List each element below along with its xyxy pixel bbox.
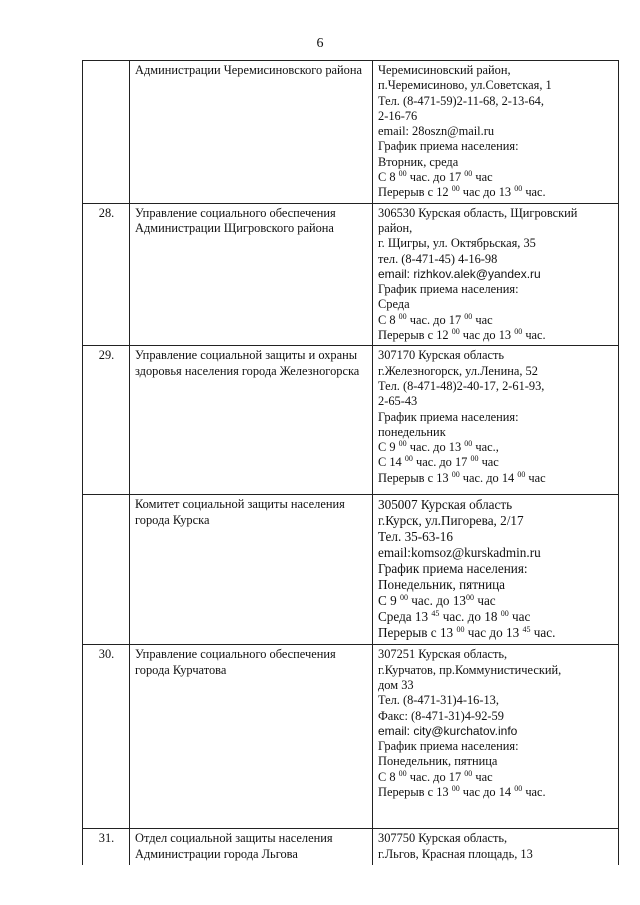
contact-line: 307750 Курская область,	[378, 831, 508, 846]
contact-line: район,	[378, 220, 413, 235]
contact-line: email: rizhkov.alek@yandex.ru	[378, 266, 541, 281]
contact-line: 306530 Курская область, Щигровский	[378, 205, 578, 220]
table-row	[83, 829, 619, 865]
social-services-directory-table	[82, 60, 619, 865]
organization-name: Администрации Черемисиновского района	[130, 61, 373, 204]
row-number: 28.	[83, 203, 130, 346]
contact-info	[373, 829, 619, 865]
organization-name: Управление социального обеспечения города Курчатова	[130, 645, 373, 829]
contact-line: г.Железногорск, ул.Ленина, 52	[378, 363, 538, 378]
contact-line: email: city@kurchatov.info	[378, 723, 518, 738]
contact-line: г.Льгов, Красная площадь, 13	[378, 846, 533, 861]
contact-line: График приема населения:	[378, 139, 519, 154]
contact-line: Тел. (8-471-31)4-16-13,	[378, 693, 499, 708]
contact-line: Понедельник, пятница	[378, 754, 498, 769]
contact-line: 2-16-76	[378, 108, 418, 123]
row-number: 29.	[83, 346, 130, 495]
contact-line: email: 28oszn@mail.ru	[378, 124, 495, 139]
contact-line: Понедельник, пятница	[378, 577, 506, 593]
contact-line: Черемисиновский район,	[378, 63, 511, 77]
contact-line: Тел. (8-471-59)2-11-68, 2-13-64,	[378, 93, 544, 108]
organization-name: Отдел социальной защиты населения Администрации города Льгова	[130, 829, 373, 865]
organization-name: Управление социального обеспечения Администрации Щигровского района	[130, 203, 373, 346]
contact-line: С 8 $^{00}$ час. до 17 $^{00}$ час	[378, 311, 493, 327]
table-row	[83, 203, 619, 346]
contact-line: п.Черемисиново, ул.Советская, 1	[378, 78, 552, 93]
contact-line: 305007 Курская область	[378, 497, 513, 513]
contact-line: г.Курск, ул.Пигорева, 2/17	[378, 513, 524, 529]
row-number	[83, 495, 130, 645]
contact-line: С 9 $^{00}$ час. до 13 $^{00}$ час.,	[378, 439, 499, 455]
contact-line: График приема населения:	[378, 561, 528, 577]
contact-line: 307170 Курская область	[378, 348, 505, 363]
contact-line: понедельник	[378, 424, 446, 439]
contact-line: дом 33	[378, 677, 414, 692]
contact-info	[373, 346, 619, 495]
organization-name: Комитет социальной защиты населения города Курска	[130, 495, 373, 645]
contact-info	[373, 495, 619, 645]
contact-info	[373, 61, 619, 204]
organization-name: Управление социальной защиты и охраны здоровья населения города Железногорска	[130, 346, 373, 495]
row-number: 30.	[83, 645, 130, 829]
table-row	[83, 61, 619, 204]
contact-line: 2-65-43	[378, 394, 418, 409]
contact-line: 307251 Курская область,	[378, 647, 508, 662]
contact-line: Тел. (8-471-48)2-40-17, 2-61-93,	[378, 378, 545, 393]
table-row	[83, 495, 619, 645]
page-number: 6	[316, 36, 324, 51]
contact-line: График приема населения:	[378, 282, 519, 297]
contact-line: С 14 $^{00}$ час. до 17 $^{00}$ час	[378, 454, 499, 470]
contact-info	[373, 645, 619, 829]
contact-line: Среда	[378, 297, 410, 312]
contact-line: г. Щигры, ул. Октябрьская, 35	[378, 236, 536, 251]
contact-line: С 9 $^{00}$ час. до $13^{00}$ час	[378, 593, 496, 609]
contact-line: Перерыв с 12 $^{00}$ час до 13 $^{00}$ час.	[378, 184, 546, 200]
contact-line: email:komsoz@kurskadmin.ru	[378, 545, 541, 561]
table-body	[83, 61, 619, 865]
contact-line: Факс: (8-471-31)4-92-59	[378, 708, 504, 723]
contact-line: Перерыв с 13 $^{00}$ час до 14 $^{00}$ час.	[378, 784, 546, 800]
contact-line: тел. (8-471-45) 4-16-98	[378, 251, 498, 266]
contact-line: Перерыв с 12 $^{00}$ час до 13 $^{00}$ час.	[378, 327, 546, 343]
row-number	[83, 61, 130, 204]
contact-line: Перерыв с 13 $^{00}$ час до 13 $^{45}$ час.	[378, 625, 556, 641]
contact-info	[373, 203, 619, 346]
table-row	[83, 346, 619, 495]
contact-line: Перерыв с 13 $^{00}$ час. до 14 $^{00}$ час	[378, 469, 546, 485]
table-row	[83, 645, 619, 829]
row-number: 31.	[83, 829, 130, 865]
contact-line: График приема населения:	[378, 739, 519, 754]
contact-line: г.Курчатов, пр.Коммунистический,	[378, 662, 562, 677]
contact-line: С 8 $^{00}$ час. до 17 $^{00}$ час	[378, 768, 493, 784]
contact-line: Среда 13 $^{45}$ час. до 18 $^{00}$ час	[378, 609, 531, 625]
contact-line: Вторник, среда	[378, 154, 459, 169]
contact-line: Тел. 35-63-16	[378, 529, 453, 545]
contact-line: С 8 $^{00}$ час. до 17 $^{00}$ час	[378, 169, 493, 185]
contact-line: График приема населения:	[378, 409, 519, 424]
